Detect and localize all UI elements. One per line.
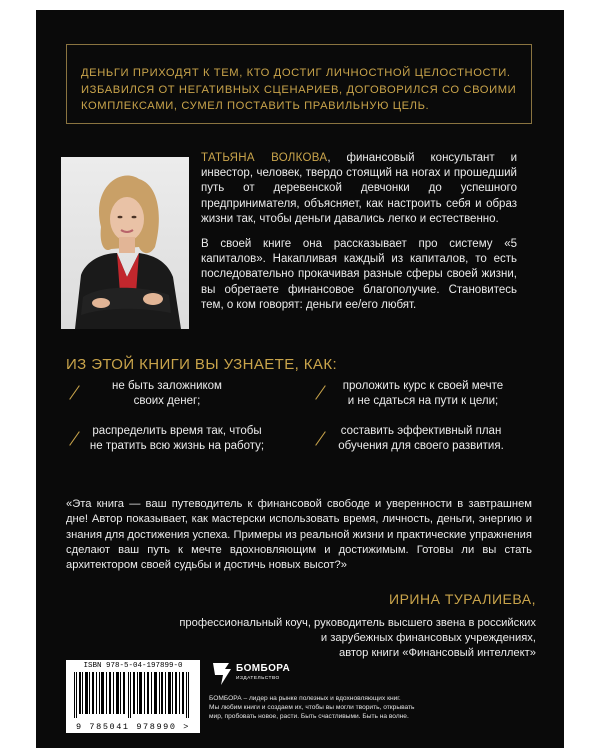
tagline-box [66,44,532,124]
publisher-name: БОМБОРА [236,663,291,674]
learn-heading: ИЗ ЭТОЙ КНИГИ ВЫ УЗНАЕТЕ, КАК: [66,356,338,373]
barcode [66,660,200,733]
description-line: Мы любим книги и создаем их, чтобы вы могли творить, открывать [209,704,415,712]
credentials-line: автор книги «Финансовый интеллект» [339,647,536,659]
publisher-description [209,694,509,722]
tagline-line: ИЗБАВИЛСЯ ОТ НЕГАТИВНЫХ СЦЕНАРИЕВ, ДОГОВОРИЛСЯ СО СВОИМИ [81,83,517,96]
author-photo [61,157,189,329]
author-name: ТАТЬЯНА ВОЛКОВА [201,152,328,164]
bullet-dash [69,431,80,445]
learn-item-line: не быть заложником [112,380,222,392]
barcode-digits: 9 785041 978990 > [76,722,190,732]
bullet-dash [315,431,326,445]
book-back-cover [36,10,564,748]
testimonial-quote: «Эта книга — ваш путеводитель к финансовой свободе и уверенности в завтрашнем дне! Автор показывает, как мастерски использовать время, личность, деньги, энергию и знания для достижения успеха. Примеры из реальной жизни и практические упражнения сделают ваш путь к мечте вдохновляющим и достижимым. Готовы ли вы стать архитектором своей судьбы и достичь новых высот?» [66,498,532,572]
learn-item-line: и не сдаться на пути к цели; [347,394,499,407]
barcode-bars-icon [72,672,194,718]
tagline-line: ДЕНЬГИ ПРИХОДЯТ К ТЕМ, КТО ДОСТИГ ЛИЧНОСТНОЙ ЦЕЛОСТНОСТИ. [81,67,511,79]
quote-credentials [156,616,536,661]
description-line: БОМБОРА – лидер на рынке полезных и вдохновляющих книг. [209,695,401,702]
quote-author: ИРИНА ТУРАЛИЕВА, [389,591,536,607]
tagline-line: КОМПЛЕКСАМИ, СУМЕЛ ПОСТАВИТЬ ПРАВИЛЬНУЮ ЦЕЛЬ. [81,100,430,112]
learn-item [72,379,262,408]
credentials-line: профессиональный коуч, руководитель высшего звена в российских [179,617,536,629]
learn-item [326,424,516,453]
learn-item-line: составить эффективный план [340,425,502,437]
bio-paragraph-2: В своей книге она рассказывает про систему «5 капиталов». Накапливая каждый из капиталов, то есть последовательно прокачивая разные сферы своей жизни, вы обретаете финансовое благополучие. Становитесь тем, о ком говорят: деньги ее/его любят. [201,238,517,311]
learn-item-line: своих денег; [133,394,201,407]
bio-intro: , финансовый консультант и инвестор, человек, твердо стоящий на ногах и прошедший путь от деревенской девчонки до успешного предпринимателя, объясняет, как настроить себя и образ жизни так, чтобы деньги давались легко и естественно. [201,152,517,225]
bullet-dash [315,385,326,399]
learn-item-line: распределить время так, чтобы [92,425,262,437]
isbn-text: ISBN 978-5-04-197899-0 [83,662,183,670]
description-line: мир, пробовать новое, расти. Быть счастливыми. Быть на волне. [209,713,409,721]
learn-item-line: не тратить всю жизнь на работу; [89,439,265,452]
author-portrait-image [61,157,189,329]
learn-item-line: проложить курс к своей мечте [342,380,504,392]
learn-item-line: обучения для своего развития. [338,439,504,452]
credentials-line: и зарубежных финансовых учреждениях, [320,632,536,644]
learn-item [82,424,272,453]
author-bio [201,151,517,323]
bio-paragraph-1 [201,151,517,227]
publisher-subtitle: ИЗДАТЕЛЬСТВО [236,676,280,681]
learn-item [328,379,518,408]
